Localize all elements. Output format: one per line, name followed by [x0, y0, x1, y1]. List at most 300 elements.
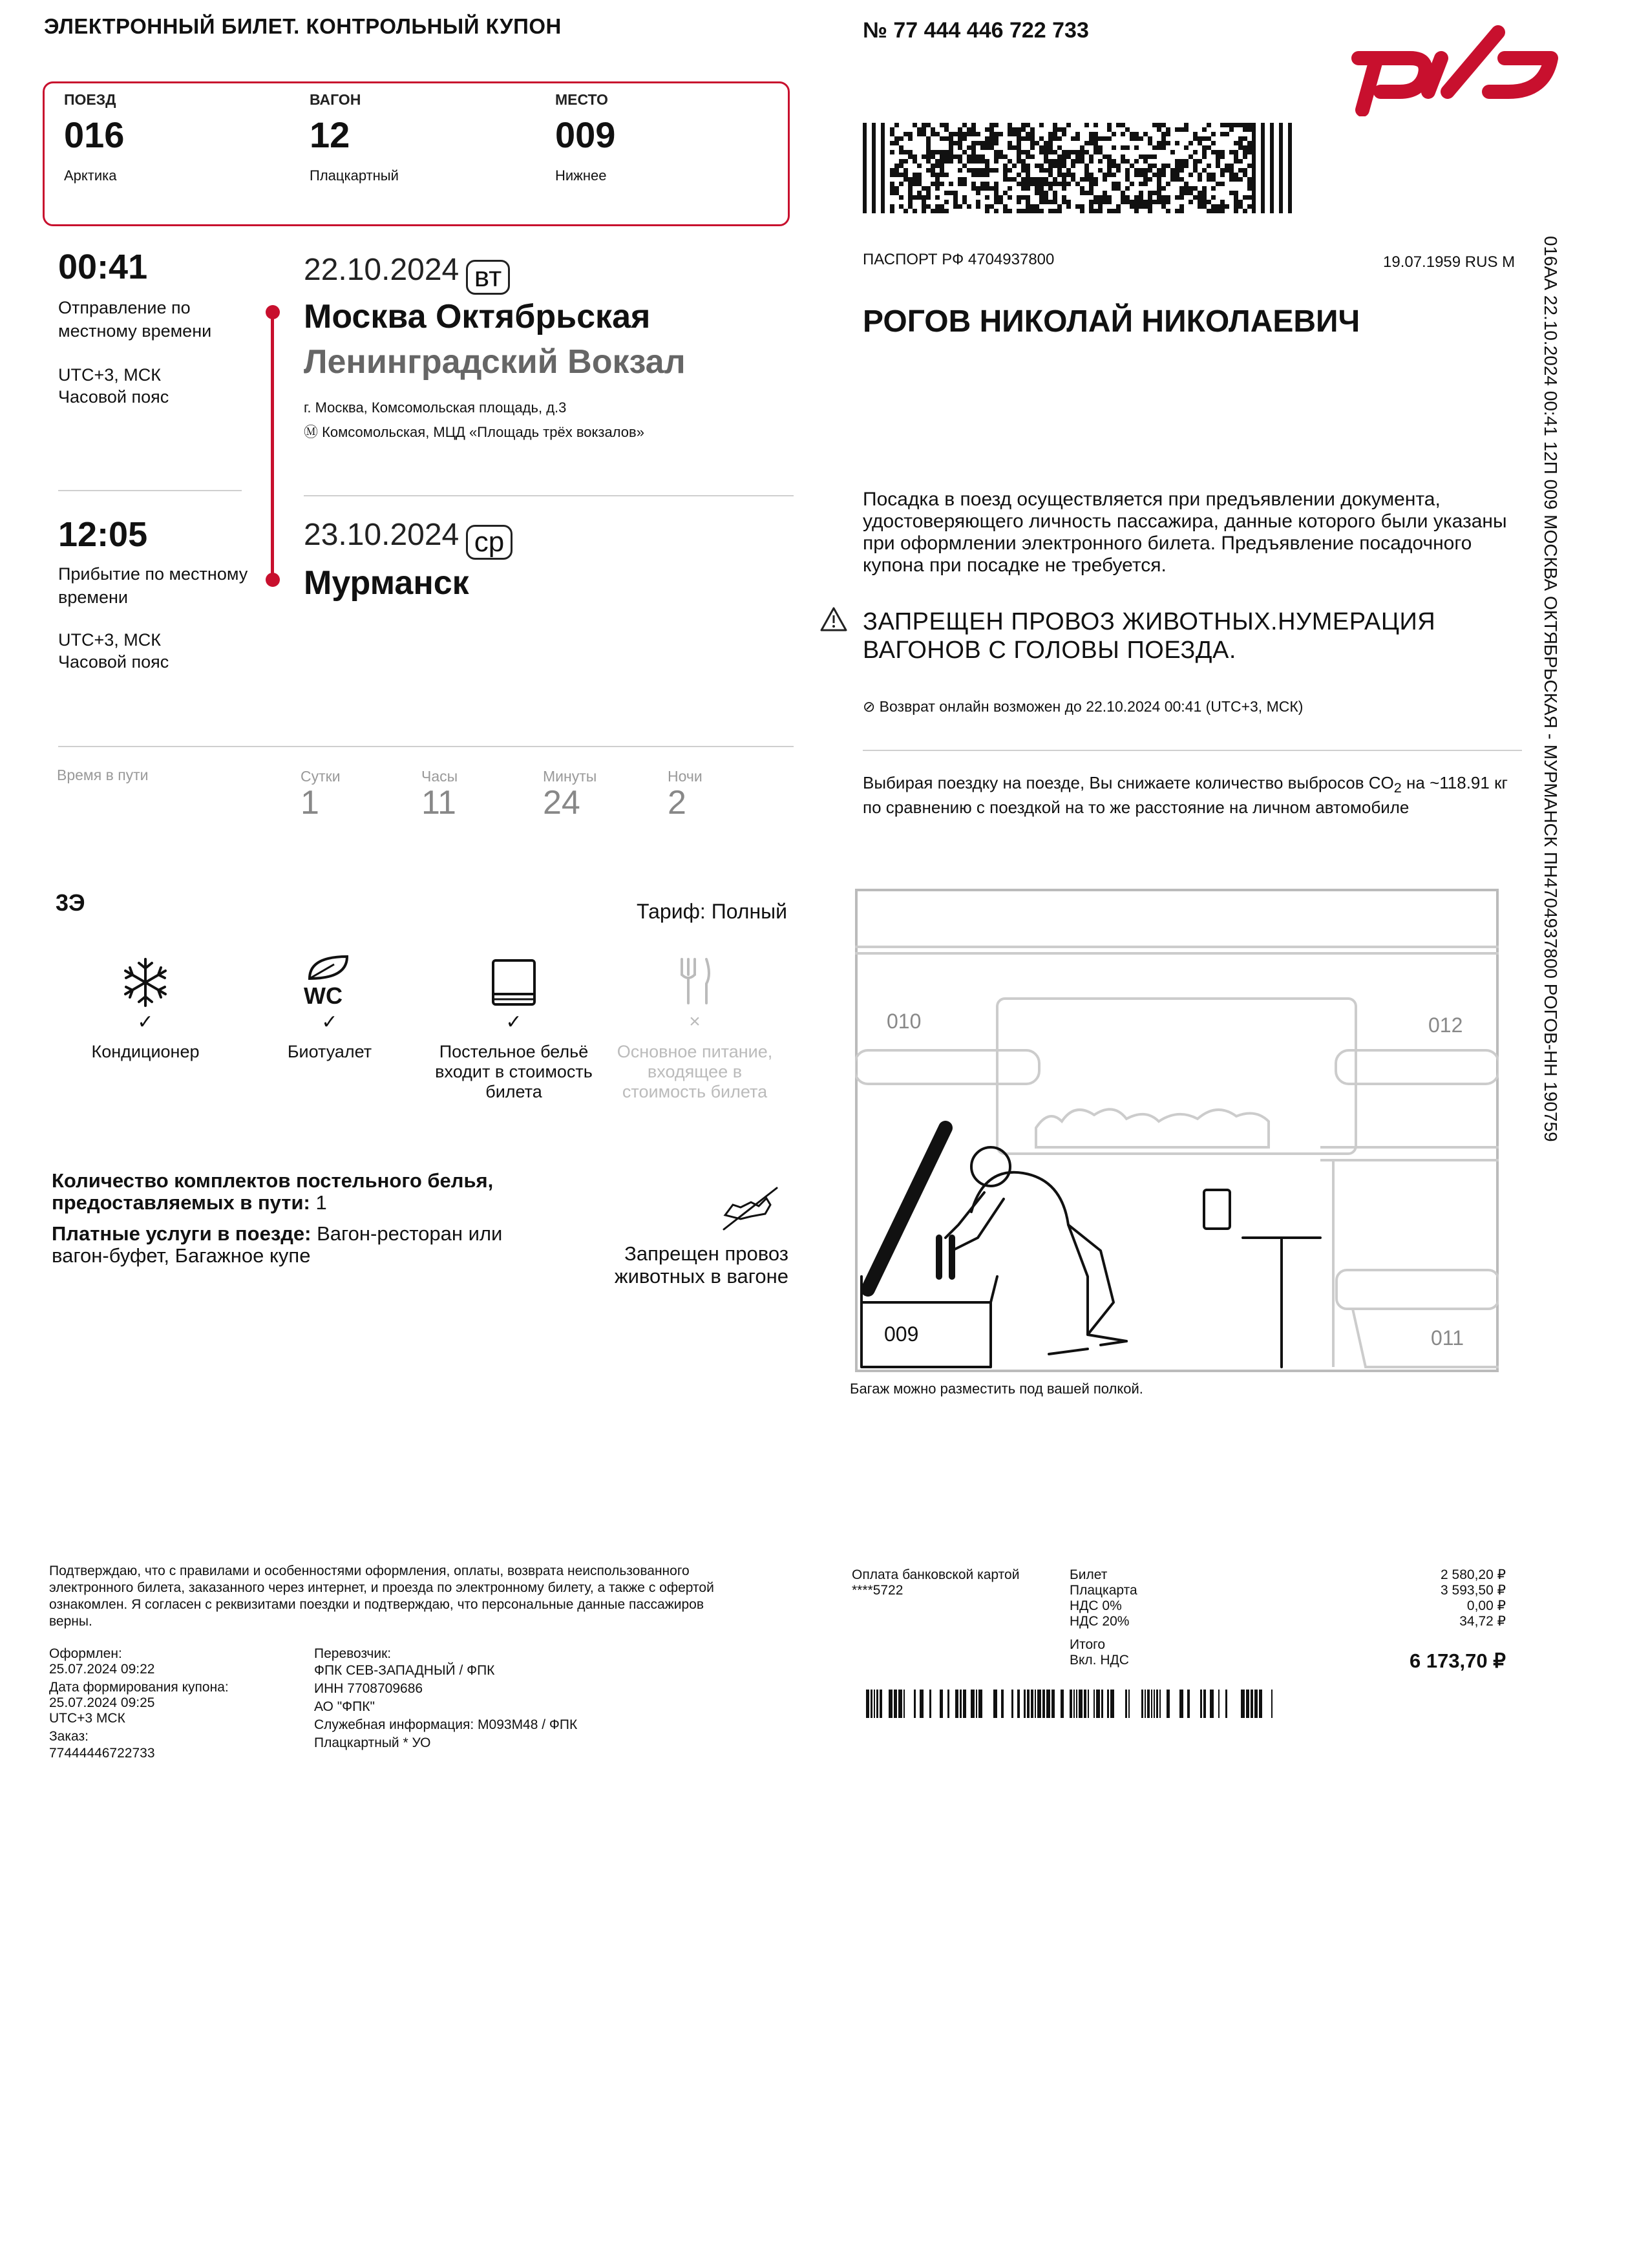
barcode-cell	[1202, 204, 1207, 209]
barcode-cell	[985, 145, 989, 150]
barcode-cell	[931, 173, 935, 177]
barcode-cell	[881, 204, 885, 209]
barcode-cell	[1234, 159, 1238, 164]
duration-hours: 11	[421, 784, 456, 821]
barcode-cell	[1107, 195, 1112, 200]
barcode-cell	[1288, 145, 1292, 150]
barcode-cell	[1134, 200, 1139, 204]
barcode-cell	[962, 177, 967, 182]
service-info: Служебная информация: М093М48 / ФПК	[314, 1717, 578, 1732]
barcode-cell	[1121, 200, 1125, 204]
barcode-cell	[1220, 204, 1225, 209]
barcode-cell	[872, 186, 876, 191]
barcode-cell	[1188, 154, 1193, 159]
barcode-cell	[1247, 204, 1252, 209]
barcode-cell	[1279, 154, 1283, 159]
barcode-cell	[1188, 141, 1193, 145]
barcode-cell	[1198, 204, 1202, 209]
departure-station-sub: Ленинградский Вокзал	[304, 343, 686, 381]
barcode-cell	[881, 150, 885, 154]
barcode-cell	[1026, 136, 1030, 141]
barcode-cell	[1021, 123, 1026, 127]
barcode-cell	[1279, 173, 1283, 177]
barcode-cell	[1053, 159, 1057, 164]
barcode-cell	[953, 154, 958, 159]
barcode-cell	[989, 186, 994, 191]
luggage-illustration	[855, 889, 1499, 1372]
barcode-cell	[1017, 200, 1021, 204]
barcode-cell	[903, 168, 908, 173]
barcode-cell	[1012, 127, 1017, 132]
barcode-cell	[1229, 191, 1234, 195]
barcode-cell	[1157, 182, 1161, 186]
barcode-cell	[1243, 123, 1247, 127]
barcode-cell	[863, 141, 867, 145]
barcode-cell	[958, 127, 962, 132]
barcode-cell	[1062, 186, 1066, 191]
barcode-cell	[1017, 132, 1021, 136]
barcode-cell	[958, 168, 962, 173]
barcode-cell	[949, 159, 953, 164]
barcode-cell	[1125, 177, 1130, 182]
barcode-cell	[1098, 159, 1103, 164]
barcode-cell	[971, 132, 976, 136]
barcode-cell	[1229, 150, 1234, 154]
barcode-cell	[1198, 136, 1202, 141]
barcode-cell	[1026, 195, 1030, 200]
barcode-cell	[1030, 145, 1035, 150]
barcode-cell	[894, 164, 899, 168]
barcode-cell	[1017, 127, 1021, 132]
barcode-cell	[998, 200, 1003, 204]
barcode-cell	[917, 177, 922, 182]
barcode-cell	[935, 204, 940, 209]
barcode-cell	[1288, 177, 1292, 182]
barcode-bar	[866, 1690, 869, 1718]
barcode-cell	[1062, 127, 1066, 132]
barcode-cell	[994, 123, 998, 127]
barcode-cell	[1017, 145, 1021, 150]
barcode-cell	[953, 200, 958, 204]
barcode-cell	[1044, 191, 1048, 195]
barcode-cell	[1238, 136, 1243, 141]
barcode-cell	[1062, 154, 1066, 159]
arrival-tz: UTC+3, МСК	[58, 630, 161, 650]
barcode-cell	[881, 209, 885, 213]
barcode-cell	[1112, 186, 1116, 191]
barcode-cell	[926, 195, 931, 200]
barcode-cell	[994, 186, 998, 191]
barcode-cell	[863, 191, 867, 195]
barcode-bar	[940, 1690, 943, 1718]
barcode-cell	[1184, 191, 1188, 195]
barcode-cell	[1166, 141, 1170, 145]
barcode-cell	[962, 123, 967, 127]
barcode-cell	[1261, 200, 1265, 204]
barcode-cell	[1008, 141, 1012, 145]
barcode-cell	[1252, 164, 1256, 168]
barcode-cell	[1184, 159, 1188, 164]
barcode-cell	[1017, 154, 1021, 159]
barcode-bar	[1051, 1690, 1055, 1718]
barcode-cell	[881, 127, 885, 132]
barcode-cell	[863, 132, 867, 136]
barcode-cell	[1116, 209, 1121, 213]
barcode-cell	[913, 154, 917, 159]
barcode-cell	[971, 173, 976, 177]
barcode-cell	[1247, 177, 1252, 182]
barcode-cell	[949, 132, 953, 136]
illustration-caption: Багаж можно разместить под вашей полкой.	[850, 1381, 1143, 1397]
barcode-cell	[1057, 164, 1062, 168]
barcode-cell	[1243, 145, 1247, 150]
departure-time-label: Отправление по местному времени	[58, 298, 212, 341]
barcode-bar	[1210, 1690, 1214, 1718]
barcode-cell	[1270, 177, 1274, 182]
barcode-cell	[1048, 136, 1053, 141]
barcode-cell	[1161, 136, 1166, 141]
barcode-cell	[944, 127, 949, 132]
barcode-cell	[1026, 182, 1030, 186]
barcode-cell	[944, 123, 949, 127]
barcode-cell	[1075, 204, 1080, 209]
price-ticket: 2 580,20 ₽	[1441, 1567, 1506, 1582]
barcode-cell	[890, 132, 894, 136]
barcode-cell	[931, 127, 935, 132]
barcode-cell	[1161, 195, 1166, 200]
barcode-cell	[994, 182, 998, 186]
barcode-cell	[899, 150, 903, 154]
boarding-info: Посадка в поезд осуществляется при предъявлении документа, удостоверяющего личность пассажира, данные которого были указаны при оформлении электронного билета. Предъявление посадочного купона при посадке не требуется.	[863, 489, 1507, 576]
barcode-cell	[1270, 132, 1274, 136]
barcode-cell	[1252, 141, 1256, 145]
barcode-cell	[1161, 186, 1166, 191]
barcode-cell	[872, 177, 876, 182]
barcode-cell	[1261, 204, 1265, 209]
barcode-cell	[1134, 132, 1139, 136]
barcode-cell	[1157, 141, 1161, 145]
duration-nights-label: Ночи	[668, 768, 703, 785]
barcode-cell	[872, 204, 876, 209]
barcode-cell	[1093, 145, 1098, 150]
barcode-cell	[922, 209, 926, 213]
paid-value: Вагон-ресторан или вагон-буфет, Багажное купе	[52, 1222, 503, 1267]
barcode-cell	[1026, 200, 1030, 204]
barcode-cell	[1152, 173, 1157, 177]
tariff: Тариф: Полный	[637, 900, 787, 923]
barcode-cell	[1279, 182, 1283, 186]
barcode-cell	[1247, 123, 1252, 127]
barcode-cell	[1184, 182, 1188, 186]
barcode-cell	[935, 177, 940, 182]
barcode-cell	[1270, 209, 1274, 213]
barcode-cell	[890, 209, 894, 213]
barcode-cell	[1089, 173, 1093, 177]
barcode-cell	[1039, 191, 1044, 195]
barcode-cell	[980, 159, 985, 164]
barcode-cell	[917, 127, 922, 132]
barcode-cell	[1161, 168, 1166, 173]
barcode-cell	[872, 195, 876, 200]
barcode-cell	[1008, 209, 1012, 213]
barcode-cell	[1035, 177, 1039, 182]
barcode-cell	[863, 123, 867, 127]
barcode-cell	[1202, 145, 1207, 150]
barcode-cell	[1089, 159, 1093, 164]
barcode-cell	[1003, 209, 1008, 213]
barcode-cell	[1026, 177, 1030, 182]
issued-date: 25.07.2024 09:22	[49, 1662, 155, 1677]
barcode-cell	[1261, 186, 1265, 191]
barcode-cell	[971, 186, 976, 191]
payment-method: Оплата банковской картой	[852, 1567, 1020, 1582]
barcode-cell	[1157, 145, 1161, 150]
barcode-cell	[971, 168, 976, 173]
barcode-cell	[1288, 123, 1292, 127]
barcode-cell	[890, 182, 894, 186]
duration-days: 1	[301, 784, 319, 821]
barcode-cell	[1075, 132, 1080, 136]
barcode-cell	[1161, 200, 1166, 204]
barcode-cell	[980, 173, 985, 177]
barcode-cell	[1270, 127, 1274, 132]
barcode-cell	[1261, 159, 1265, 164]
barcode-cell	[1066, 182, 1071, 186]
arrival-tz-label: Часовой пояс	[58, 652, 169, 672]
barcode-bar	[894, 1690, 897, 1718]
barcode-cell	[1080, 209, 1084, 213]
barcode-cell	[1261, 127, 1265, 132]
barcode-cell	[1044, 141, 1048, 145]
barcode-cell	[1252, 195, 1256, 200]
barcode-cell	[1238, 159, 1243, 164]
barcode-cell	[994, 195, 998, 200]
barcode-cell	[1279, 159, 1283, 164]
barcode-cell	[1211, 204, 1216, 209]
amenity-ac-label: Кондиционер	[91, 1042, 200, 1061]
barcode-cell	[1044, 200, 1048, 204]
barcode-bar	[871, 1690, 872, 1718]
barcode-cell	[1062, 195, 1066, 200]
barcode-cell	[994, 191, 998, 195]
barcode-cell	[1121, 154, 1125, 159]
barcode-cell	[1198, 200, 1202, 204]
side-control-text: 016АА 22.10.2024 00:41 12П 009 МОСКВА ОКТЯБРЬСКАЯ - МУРМАНСК ПН4704937800 РОГОВ-НН 190759	[1541, 236, 1561, 1142]
barcode-cell	[1179, 127, 1184, 132]
barcode-cell	[998, 195, 1003, 200]
barcode-cell	[1279, 150, 1283, 154]
barcode-cell	[989, 123, 994, 127]
barcode-cell	[1279, 127, 1283, 132]
barcode-cell	[994, 200, 998, 204]
barcode-cell	[1261, 141, 1265, 145]
barcode-cell	[1288, 182, 1292, 186]
barcode-cell	[1003, 154, 1008, 159]
barcode-cell	[1148, 154, 1152, 159]
seat-label: МЕСТО	[555, 91, 608, 108]
barcode-cell	[1026, 186, 1030, 191]
barcode-cell	[1175, 159, 1179, 164]
amenity-meal-label: Основное питание, входящее в стоимость билета	[617, 1042, 773, 1101]
co2-text-rest: на ~118.91 кг по сравнению с поездкой на то же расстояние на личном автомобиле	[863, 773, 1508, 818]
barcode-cell	[940, 209, 944, 213]
barcode-cell	[1062, 132, 1066, 136]
barcode-cell	[985, 209, 989, 213]
barcode-cell	[1048, 186, 1053, 191]
barcode-bar	[1179, 1690, 1183, 1718]
barcode-cell	[1193, 168, 1198, 173]
barcode-cell	[1044, 154, 1048, 159]
barcode-bar	[1107, 1690, 1109, 1718]
barcode-cell	[1247, 182, 1252, 186]
arrival-station: Мурманск	[304, 564, 469, 602]
barcode-cell	[962, 200, 967, 204]
barcode-cell	[1216, 204, 1220, 209]
barcode-bar	[1154, 1690, 1155, 1718]
barcode-cell	[1270, 136, 1274, 141]
barcode-cell	[1188, 186, 1193, 191]
barcode-cell	[1112, 132, 1116, 136]
barcode-cell	[958, 182, 962, 186]
barcode-cell	[1247, 127, 1252, 132]
barcode-cell	[1179, 204, 1184, 209]
barcode-cell	[1030, 132, 1035, 136]
barcode-cell	[1161, 164, 1166, 168]
barcode-cell	[967, 154, 971, 159]
barcode-cell	[1179, 191, 1184, 195]
barcode-cell	[1116, 168, 1121, 173]
barcode-bar	[1159, 1690, 1161, 1718]
issued-label: Оформлен:	[49, 1646, 122, 1661]
divider	[58, 490, 242, 491]
barcode-cell	[1279, 136, 1283, 141]
order-number: 77444446722733	[49, 1746, 155, 1761]
barcode-cell	[1270, 141, 1274, 145]
barcode-cell	[1279, 177, 1283, 182]
barcode-cell	[1008, 123, 1012, 127]
barcode-cell	[1116, 186, 1121, 191]
barcode-cell	[1030, 136, 1035, 141]
barcode-cell	[944, 136, 949, 141]
barcode-cell	[1234, 123, 1238, 127]
barcode-cell	[1207, 209, 1211, 213]
barcode-cell	[1053, 182, 1057, 186]
wc-icon: WC	[304, 982, 343, 1009]
barcode-cell	[1089, 209, 1093, 213]
barcode-cell	[1139, 195, 1143, 200]
barcode-cell	[1207, 123, 1211, 127]
barcode-cell	[1053, 177, 1057, 182]
total-sub-label: Вкл. НДС	[1070, 1653, 1129, 1668]
barcode-cell	[1184, 145, 1188, 150]
barcode-cell	[1243, 127, 1247, 132]
barcode-bar	[1027, 1690, 1030, 1718]
barcode-cell	[899, 136, 903, 141]
barcode-cell	[1116, 204, 1121, 209]
barcode-cell	[1062, 164, 1066, 168]
barcode-bar	[874, 1690, 875, 1718]
barcode-cell	[1252, 159, 1256, 164]
passport-number: ПАСПОРТ РФ 4704937800	[863, 251, 1055, 268]
barcode-cell	[1216, 159, 1220, 164]
barcode-cell	[1116, 164, 1121, 168]
barcode-cell	[1152, 164, 1157, 168]
barcode-cell	[890, 141, 894, 145]
barcode-cell	[1202, 136, 1207, 141]
barcode-cell	[908, 154, 913, 159]
barcode-cell	[994, 150, 998, 154]
barcode-cell	[1220, 123, 1225, 127]
barcode-cell	[1234, 191, 1238, 195]
barcode-cell	[1175, 177, 1179, 182]
barcode-cell	[917, 164, 922, 168]
ticket-number: № 77 444 446 722 733	[863, 18, 1089, 43]
barcode-cell	[1252, 173, 1256, 177]
barcode-cell	[1279, 191, 1283, 195]
barcode-cell	[953, 204, 958, 209]
barcode-bar	[1187, 1690, 1190, 1718]
barcode-cell	[1112, 159, 1116, 164]
barcode-cell	[1157, 173, 1161, 177]
barcode-cell	[1039, 186, 1044, 191]
barcode-cell	[1089, 182, 1093, 186]
co2-info	[863, 773, 1516, 817]
barcode-cell	[1270, 123, 1274, 127]
barcode-cell	[1234, 204, 1238, 209]
barcode-cell	[1184, 186, 1188, 191]
barcode-cell	[1211, 132, 1216, 136]
barcode-cell	[1193, 186, 1198, 191]
price-platskart: 3 593,50 ₽	[1441, 1583, 1506, 1598]
barcode-cell	[1270, 150, 1274, 154]
barcode-cell	[985, 141, 989, 145]
barcode-cell	[1134, 136, 1139, 141]
barcode-cell	[1288, 150, 1292, 154]
barcode-cell	[1193, 136, 1198, 141]
barcode-cell	[1179, 209, 1184, 213]
barcode-cell	[935, 209, 940, 213]
barcode-cell	[872, 145, 876, 150]
barcode-cell	[1017, 195, 1021, 200]
barcode-cell	[1044, 177, 1048, 182]
barcode-cell	[1098, 145, 1103, 150]
barcode-cell	[1075, 182, 1080, 186]
barcode-bar	[1147, 1690, 1150, 1718]
barcode-cell	[980, 141, 985, 145]
barcode-cell	[903, 132, 908, 136]
barcode-cell	[1234, 154, 1238, 159]
barcode-cell	[926, 141, 931, 145]
barcode-cell	[1279, 132, 1283, 136]
barcode-cell	[863, 159, 867, 164]
barcode-cell	[1139, 154, 1143, 159]
barcode-cell	[881, 182, 885, 186]
barcode-cell	[967, 159, 971, 164]
barcode-cell	[1288, 132, 1292, 136]
barcode-cell	[1030, 177, 1035, 182]
barcode-cell	[1048, 168, 1053, 173]
barcode-cell	[958, 159, 962, 164]
barcode-cell	[976, 173, 980, 177]
barcode-cell	[1089, 204, 1093, 209]
barcode-cell	[863, 186, 867, 191]
barcode-cell	[1012, 164, 1017, 168]
barcode-cell	[1152, 123, 1157, 127]
barcode-cell	[1080, 186, 1084, 191]
barcode-cell	[1188, 191, 1193, 195]
barcode-cell	[1288, 127, 1292, 132]
barcode-cell	[1139, 204, 1143, 209]
